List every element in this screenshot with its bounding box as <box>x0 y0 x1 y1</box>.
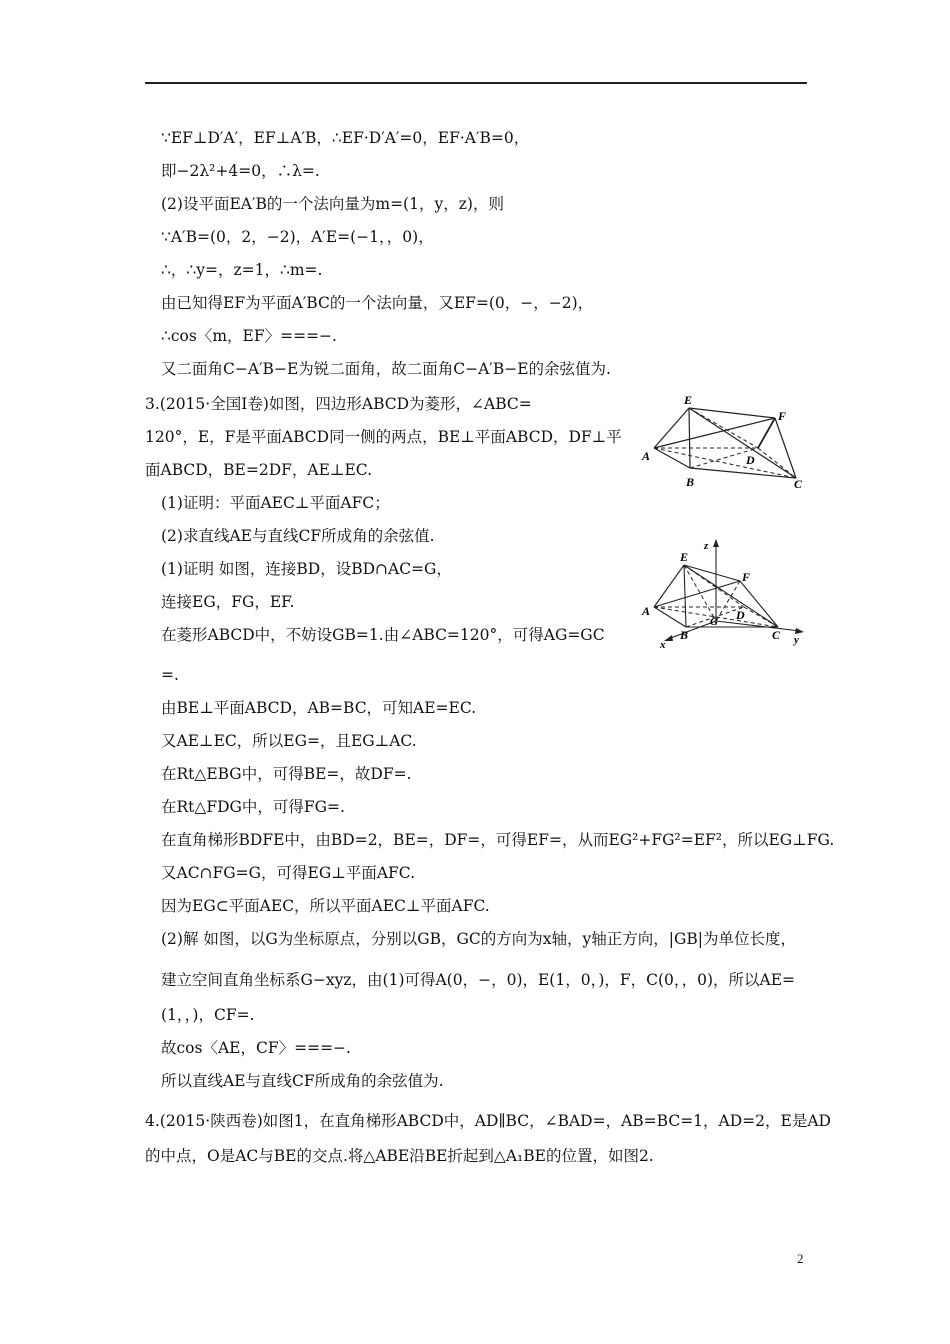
geometry-figure-1 <box>638 388 813 493</box>
text-line: (2)求直线AE与直线CF所成角的余弦值. <box>161 527 435 545</box>
text-line: 所以直线AE与直线CF所成角的余弦值为. <box>161 1072 444 1090</box>
text-line: ∴cos〈m，EF〉===−. <box>161 327 337 345</box>
text-line: (2)解 如图，以G为坐标原点，分别以GB，GC的方向为x轴，y轴正方向，|GB|为单位长度， <box>161 930 796 948</box>
fig2-label-G: G <box>710 616 718 628</box>
text-line: 因为EG⊂平面AEC，所以平面AEC⊥平面AFC. <box>161 897 490 915</box>
fig1-label-B: B <box>686 475 695 489</box>
text-line: 在直角梯形BDFE中，由BD=2，BE=，DF=，可得EF=，从而EG²+FG²=EF²，所以EG⊥FG. <box>161 831 835 849</box>
text-line: (1，，)，CF=. <box>161 1006 255 1024</box>
fig2-label-F: F <box>742 570 751 584</box>
fig2-label-A: A <box>642 604 651 618</box>
fig2-label-x: x <box>660 639 666 650</box>
text-line: ∵A′B=(0，2，−2)，A′E=(−1，，0)， <box>161 228 434 246</box>
fig2-label-D: D <box>736 608 745 622</box>
text-line: 故cos〈AE，CF〉===−. <box>161 1039 351 1057</box>
fig2-label-C: C <box>772 628 781 642</box>
text-line: 由BE⊥平面ABCD，AB=BC，可知AE=EC. <box>161 699 477 717</box>
text-line: 的中点，O是AC与BE的交点.将△ABE沿BE折起到△A₁BE的位置，如图2. <box>145 1147 654 1165</box>
fig2-label-E: E <box>680 550 689 564</box>
text-line: ∵EF⊥D′A′，EF⊥A′B，∴EF·D′A′=0，EF·A′B=0， <box>161 129 530 147</box>
text-line: (1)证明：平面AEC⊥平面AFC； <box>161 494 390 512</box>
fig1-label-F: F <box>778 409 787 423</box>
text-line: 又AE⊥EC，所以EG=，且EG⊥AC. <box>161 732 417 750</box>
fig2-label-y: y <box>794 634 799 646</box>
text-line: 即−2λ²+4=0，∴λ=. <box>161 162 320 180</box>
header-rule <box>145 82 807 84</box>
fig1-label-E: E <box>684 393 693 407</box>
text-line: ∴，∴y=，z=1，∴m=. <box>161 261 323 279</box>
fig1-label-A: A <box>642 449 651 463</box>
text-line: 连接EG，FG，EF. <box>161 593 295 611</box>
text-line: =. <box>161 666 179 684</box>
fig2-label-B: B <box>680 628 689 642</box>
text-line: 120°，E，F是平面ABCD同一侧的两点，BE⊥平面ABCD，DF⊥平 <box>145 428 622 446</box>
fig1-label-D: D <box>746 453 755 467</box>
text-line: 在Rt△EBG中，可得BE=，故DF=. <box>161 765 412 783</box>
text-line: 在菱形ABCD中，不妨设GB=1.由∠ABC=120°，可得AG=GC <box>161 626 605 644</box>
text-line: (2)设平面EA′B的一个法向量为m=(1，y，z)，则 <box>161 195 504 213</box>
text-line: (1)证明 如图，连接BD，设BD∩AC=G， <box>161 560 452 578</box>
text-line: 在Rt△FDG中，可得FG=. <box>161 798 345 816</box>
page-number: 2 <box>797 1251 804 1266</box>
fig2-label-z: z <box>704 540 709 552</box>
geometry-figure-2 <box>640 535 812 650</box>
text-line: 又AC∩FG=G，可得EG⊥平面AFC. <box>161 864 416 882</box>
problem-3-heading: 3.(2015·全国Ⅰ卷)如图，四边形ABCD为菱形，∠ABC= <box>145 395 532 413</box>
text-line: 由已知得EF为平面A′BC的一个法向量，又EF=(0，−，−2)， <box>161 294 594 312</box>
fig1-label-C: C <box>794 477 803 491</box>
text-line: 又二面角C−A′B−E为锐二面角，故二面角C−A′B−E的余弦值为. <box>161 360 611 378</box>
problem-4-heading: 4.(2015·陕西卷)如图1，在直角梯形ABCD中，AD∥BC，∠BAD=，AB=BC=1，AD=2，E是AD <box>145 1112 831 1130</box>
text-line: 面ABCD，BE=2DF，AE⊥EC. <box>145 461 373 479</box>
text-line: 建立空间直角坐标系G−xyz，由(1)可得A(0，−，0)，E(1，0，)，F，C(0，，0)，所以AE= <box>161 971 796 989</box>
